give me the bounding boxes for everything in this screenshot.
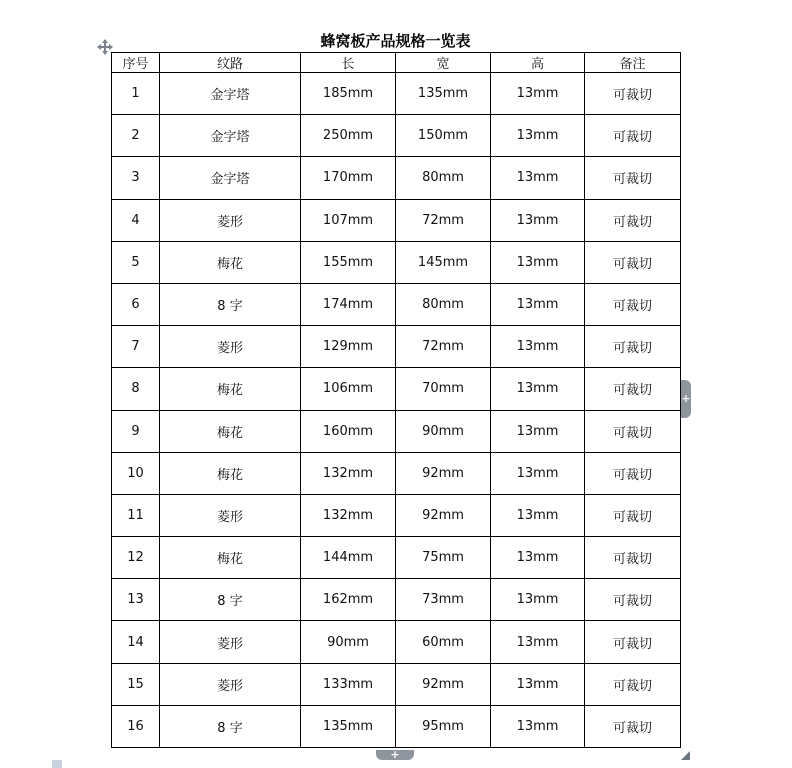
- table-resize-handle-icon[interactable]: [681, 751, 690, 760]
- cell-length[interactable]: 174mm: [301, 283, 396, 325]
- cell-pattern[interactable]: 8 字: [160, 283, 301, 325]
- table-row: [112, 621, 681, 663]
- cell-width[interactable]: 95mm: [396, 705, 491, 747]
- cell-pattern[interactable]: 梅花: [160, 368, 301, 410]
- cell-pattern[interactable]: 梅花: [160, 410, 301, 452]
- cell-width[interactable]: 80mm: [396, 157, 491, 199]
- cell-width[interactable]: 90mm: [396, 410, 491, 452]
- cell-pattern[interactable]: 菱形: [160, 621, 301, 663]
- cell-note[interactable]: 可裁切: [585, 241, 681, 283]
- cell-note[interactable]: 可裁切: [585, 199, 681, 241]
- cell-width[interactable]: 75mm: [396, 537, 491, 579]
- cell-height[interactable]: 13mm: [491, 663, 585, 705]
- cell-height[interactable]: 13mm: [491, 115, 585, 157]
- page-corner-mark: [52, 760, 62, 768]
- cell-note[interactable]: 可裁切: [585, 705, 681, 747]
- table-row: [112, 494, 681, 536]
- cell-pattern[interactable]: 菱形: [160, 199, 301, 241]
- table-row: [112, 73, 681, 115]
- cell-note[interactable]: 可裁切: [585, 368, 681, 410]
- cell-height[interactable]: 13mm: [491, 157, 585, 199]
- cell-pattern[interactable]: 菱形: [160, 326, 301, 368]
- cell-width[interactable]: 72mm: [396, 326, 491, 368]
- table-row: [112, 410, 681, 452]
- cell-note[interactable]: 可裁切: [585, 410, 681, 452]
- cell-index[interactable]: 15: [112, 663, 160, 705]
- cell-index[interactable]: 10: [112, 452, 160, 494]
- cell-height[interactable]: 13mm: [491, 537, 585, 579]
- cell-height[interactable]: 13mm: [491, 199, 585, 241]
- table-header-row: [112, 53, 681, 73]
- table-row: [112, 705, 681, 747]
- cell-index[interactable]: 13: [112, 579, 160, 621]
- cell-index[interactable]: 16: [112, 705, 160, 747]
- cell-height[interactable]: 13mm: [491, 326, 585, 368]
- cell-note[interactable]: 可裁切: [585, 452, 681, 494]
- table-row: [112, 368, 681, 410]
- cell-length[interactable]: 185mm: [301, 73, 396, 115]
- cell-height[interactable]: 13mm: [491, 494, 585, 536]
- cell-pattern[interactable]: 梅花: [160, 241, 301, 283]
- cell-length[interactable]: 90mm: [301, 621, 396, 663]
- cell-width[interactable]: 92mm: [396, 663, 491, 705]
- cell-index[interactable]: 4: [112, 199, 160, 241]
- cell-index[interactable]: 11: [112, 494, 160, 536]
- header-cell-height[interactable]: 高: [491, 53, 585, 73]
- cell-note[interactable]: 可裁切: [585, 283, 681, 325]
- table-row: [112, 283, 681, 325]
- table-row: [112, 452, 681, 494]
- cell-index[interactable]: 1: [112, 73, 160, 115]
- cell-note[interactable]: 可裁切: [585, 115, 681, 157]
- cell-height[interactable]: 13mm: [491, 73, 585, 115]
- cell-height[interactable]: 13mm: [491, 452, 585, 494]
- cell-height[interactable]: 13mm: [491, 621, 585, 663]
- cell-height[interactable]: 13mm: [491, 410, 585, 452]
- cell-pattern[interactable]: 8 字: [160, 705, 301, 747]
- cell-width[interactable]: 92mm: [396, 494, 491, 536]
- cell-width[interactable]: 80mm: [396, 283, 491, 325]
- cell-width[interactable]: 145mm: [396, 241, 491, 283]
- cell-note[interactable]: 可裁切: [585, 494, 681, 536]
- spec-table: [111, 52, 681, 748]
- cell-length[interactable]: 107mm: [301, 199, 396, 241]
- cell-index[interactable]: 12: [112, 537, 160, 579]
- cell-pattern[interactable]: 菱形: [160, 663, 301, 705]
- cell-pattern[interactable]: 金字塔: [160, 115, 301, 157]
- cell-height[interactable]: 13mm: [491, 283, 585, 325]
- cell-index[interactable]: 7: [112, 326, 160, 368]
- cell-index[interactable]: 6: [112, 283, 160, 325]
- cell-note[interactable]: 可裁切: [585, 537, 681, 579]
- cell-width[interactable]: 72mm: [396, 199, 491, 241]
- cell-note[interactable]: 可裁切: [585, 73, 681, 115]
- cell-width[interactable]: 73mm: [396, 579, 491, 621]
- cell-width[interactable]: 150mm: [396, 115, 491, 157]
- table-row: [112, 199, 681, 241]
- cell-width[interactable]: 92mm: [396, 452, 491, 494]
- add-column-button[interactable]: +: [681, 380, 691, 418]
- cell-length[interactable]: 132mm: [301, 452, 396, 494]
- cell-length[interactable]: 170mm: [301, 157, 396, 199]
- header-cell-length[interactable]: 长: [301, 53, 396, 73]
- cell-width[interactable]: 70mm: [396, 368, 491, 410]
- cell-length[interactable]: 132mm: [301, 494, 396, 536]
- table-row: [112, 326, 681, 368]
- cell-width[interactable]: 60mm: [396, 621, 491, 663]
- table-row: [112, 663, 681, 705]
- cell-height[interactable]: 13mm: [491, 368, 585, 410]
- header-cell-width[interactable]: 宽: [396, 53, 491, 73]
- cell-index[interactable]: 9: [112, 410, 160, 452]
- table-row: [112, 537, 681, 579]
- table-body: [112, 73, 681, 748]
- cell-note[interactable]: 可裁切: [585, 579, 681, 621]
- cell-width[interactable]: 135mm: [396, 73, 491, 115]
- add-row-button[interactable]: +: [376, 750, 414, 760]
- cell-index[interactable]: 8: [112, 368, 160, 410]
- header-cell-index[interactable]: 序号: [112, 53, 160, 73]
- cell-length[interactable]: 135mm: [301, 705, 396, 747]
- cell-index[interactable]: 2: [112, 115, 160, 157]
- cell-note[interactable]: 可裁切: [585, 326, 681, 368]
- cell-height[interactable]: 13mm: [491, 705, 585, 747]
- cell-note[interactable]: 可裁切: [585, 621, 681, 663]
- cell-pattern[interactable]: 金字塔: [160, 157, 301, 199]
- table-row: [112, 115, 681, 157]
- cell-length[interactable]: 144mm: [301, 537, 396, 579]
- cell-note[interactable]: 可裁切: [585, 157, 681, 199]
- cell-pattern[interactable]: 菱形: [160, 494, 301, 536]
- cell-index[interactable]: 3: [112, 157, 160, 199]
- cell-length[interactable]: 250mm: [301, 115, 396, 157]
- cell-pattern[interactable]: 梅花: [160, 537, 301, 579]
- cell-length[interactable]: 155mm: [301, 241, 396, 283]
- cell-index[interactable]: 14: [112, 621, 160, 663]
- header-cell-note[interactable]: 备注: [585, 53, 681, 73]
- header-cell-pattern[interactable]: 纹路: [160, 53, 301, 73]
- cell-pattern[interactable]: 梅花: [160, 452, 301, 494]
- table-row: [112, 157, 681, 199]
- cell-length[interactable]: 129mm: [301, 326, 396, 368]
- cell-height[interactable]: 13mm: [491, 579, 585, 621]
- cell-length[interactable]: 133mm: [301, 663, 396, 705]
- cell-note[interactable]: 可裁切: [585, 663, 681, 705]
- cell-pattern[interactable]: 8 字: [160, 579, 301, 621]
- cell-length[interactable]: 162mm: [301, 579, 396, 621]
- table-row: [112, 241, 681, 283]
- cell-index[interactable]: 5: [112, 241, 160, 283]
- cell-height[interactable]: 13mm: [491, 241, 585, 283]
- table-row: [112, 579, 681, 621]
- cell-length[interactable]: 160mm: [301, 410, 396, 452]
- cell-pattern[interactable]: 金字塔: [160, 73, 301, 115]
- document-title: 蜂窝板产品规格一览表: [320, 32, 471, 50]
- cell-length[interactable]: 106mm: [301, 368, 396, 410]
